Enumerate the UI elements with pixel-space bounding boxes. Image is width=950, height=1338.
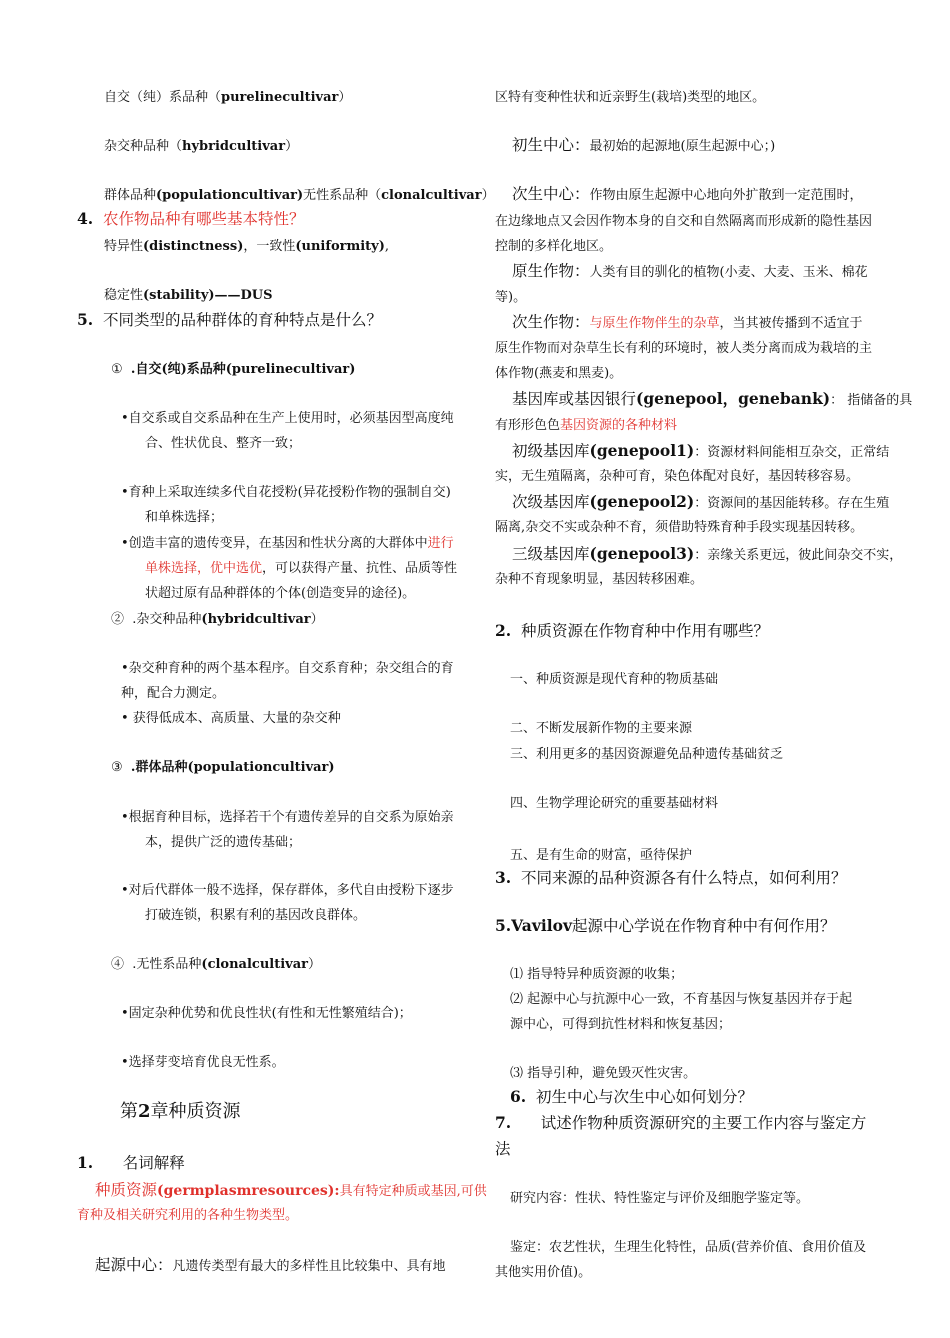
chapter-2-title: 第2章种质资源	[120, 1101, 241, 1122]
question-6: 6. 初生中心与次生中心如何划分？	[510, 1087, 754, 1106]
section-2-heading: ② .杂交种品种(hybridcultivar）	[111, 612, 324, 627]
section-1-bullet-1a: •自交系或自交系品种在生产上使用时，必须基因型高度纯	[121, 411, 454, 426]
section-1-bullet-3c: 状超过原有品种群体的个体(创造变异的途径)。	[145, 586, 416, 601]
genepool-definition-1: 基因库或基因银行(genepool，genebank)： 指储备的具	[512, 389, 913, 408]
answer-2-item-5: 五、是有生命的财富，亟待保护	[510, 848, 693, 863]
section-1-bullet-3a: •创造丰富的遗传变异，在基因和性状分离的大群体中进行	[121, 536, 454, 551]
section-3-bullet-2b: 打破连锁，积累有利的基因改良群体。	[145, 908, 367, 923]
origin-center-continued: 区特有变种性状和近亲野生(栽培)类型的地区。	[495, 90, 766, 105]
section-1-bullet-2a: •育种上采取连续多代自花授粉(异花授粉作物的强制自交)	[121, 485, 451, 500]
section-4-bullet-2: •选择芽变培育优良无性系。	[121, 1055, 285, 1070]
section-2-bullet-1b: 种，配合力测定。	[121, 686, 226, 701]
answer-vavilov-2b: 源中心，可得到抗性材料和恢复基因；	[510, 1017, 732, 1032]
section-3-bullet-1b: 本，提供广泛的遗传基础；	[145, 835, 302, 850]
item-population-clonal: 群体品种(populationcultivar)无性系品种（clonalcultivar）	[104, 188, 495, 203]
section-1-bullet-1b: 合、性状优良、整齐一致；	[145, 436, 302, 451]
question-3: 3. 不同来源的品种资源各有什么特点，如何利用？	[495, 868, 847, 887]
secondary-crop-1: 次生作物：与原生作物伴生的杂草，当其被传播到不适宜于	[512, 313, 863, 331]
primary-center: 初生中心：最初始的起源地(原生起源中心；)	[512, 136, 776, 154]
question-7-cont: 法	[495, 1140, 511, 1158]
answer-2-item-2: 二、不断发展新作物的主要来源	[510, 721, 693, 736]
answer-vavilov-2a: ⑵ 起源中心与抗源中心一致，不育基因与恢复基因并存于起	[510, 992, 853, 1007]
term-explanation-heading: 1. 名词解释	[77, 1153, 185, 1172]
answer-4-line1: 特异性(distinctness)，一致性(uniformity),	[104, 239, 390, 254]
answer-vavilov-1: ⑴ 指导特异种质资源的收集；	[510, 967, 684, 982]
genepool-1-b: 实，无生殖隔离，杂种可育，染色体配对良好，基因转移容易。	[495, 469, 860, 484]
germplasm-definition-1: 种质资源(germplasmresources):具有特定种质或基因,可供	[95, 1181, 487, 1199]
section-4-heading: ④ .无性系品种(clonalcultivar）	[111, 957, 322, 972]
answer-4-line2: 稳定性(stability)——DUS	[104, 288, 273, 303]
origin-center-definition: 起源中心：凡遗传类型有最大的多样性且比较集中、具有地	[95, 1256, 446, 1274]
answer-2-item-3: 三、利用更多的基因资源避免品种遗传基础贫乏	[510, 747, 784, 762]
answer-7-identification-2: 其他实用价值)。	[495, 1265, 592, 1280]
genepool-3-a: 三级基因库(genepool3)：亲缘关系更远，彼此间杂交不实，	[512, 544, 903, 563]
germplasm-definition-2: 育种及相关研究利用的各种生物类型。	[77, 1208, 299, 1223]
section-3-bullet-1a: •根据育种目标，选择若干个有遗传差异的自交系为原始亲	[121, 810, 454, 825]
section-3-bullet-2a: •对后代群体一般不选择，保存群体，多代自由授粉下逐步	[121, 883, 454, 898]
secondary-center-1: 次生中心：作物由原生起源中心地向外扩散到一定范围时，	[512, 185, 863, 203]
section-2-bullet-1a: •杂交种育种的两个基本程序。自交系育种；杂交组合的育	[121, 661, 454, 676]
secondary-center-2: 在边缘地点又会因作物本身的自交和自然隔离而形成新的隐性基因	[495, 214, 873, 229]
item-pureline: 自交（纯）系品种（purelinecultivar）	[104, 90, 352, 105]
answer-7-identification-1: 鉴定：农艺性状，生理生化特性，品质(营养价值、食用价值及	[510, 1240, 867, 1255]
genepool-2-a: 次级基因库(genepool2)：资源间的基因能转移。存在生殖	[512, 492, 890, 511]
answer-vavilov-3: ⑶ 指导引种，避免毁灭性灾害。	[510, 1066, 697, 1081]
question-7: 7. 试述作物种质资源研究的主要工作内容与鉴定方	[495, 1113, 867, 1132]
item-hybrid: 杂交种品种（hybridcultivar）	[104, 139, 299, 154]
answer-7-research: 研究内容：性状、特性鉴定与评价及细胞学鉴定等。	[510, 1191, 810, 1206]
genepool-2-b: 隔离,杂交不实或杂种不育，须借助特殊育种手段实现基因转移。	[495, 520, 864, 535]
primary-crop-1: 原生作物：人类有目的驯化的植物(小麦、大麦、玉米、棉花	[512, 262, 868, 280]
secondary-center-3: 控制的多样化地区。	[495, 239, 613, 254]
section-1-bullet-2b: 和单株选择；	[145, 510, 224, 525]
question-2: 2. 种质资源在作物育种中作用有哪些？	[495, 621, 770, 640]
genepool-3-b: 杂种不育现象明显，基因转移困难。	[495, 572, 704, 587]
question-vavilov: 5.Vavilov起源中心学说在作物育种中有何作用？	[495, 916, 836, 935]
secondary-crop-2: 原生作物而对杂草生长有利的环境时，被人类分离而成为栽培的主	[495, 341, 873, 356]
section-4-bullet-1: •固定杂种优势和优良性状(有性和无性繁殖结合)；	[121, 1006, 412, 1021]
primary-crop-2: 等)。	[495, 290, 527, 305]
section-1-bullet-3b: 单株选择，优中选优，可以获得产量、抗性、品质等性	[145, 561, 458, 576]
secondary-crop-3: 体作物(燕麦和黑麦)。	[495, 366, 623, 381]
question-4: 4. 农作物品种有哪些基本特性？	[77, 209, 305, 228]
genepool-definition-2: 有形形色色基因资源的各种材料	[495, 418, 678, 433]
section-3-heading: ③ .群体品种(populationcultivar)	[111, 760, 335, 775]
genepool-1-a: 初级基因库(genepool1)：资源材料间能相互杂交，正常结	[512, 441, 890, 460]
section-1-heading: ① .自交(纯)系品种(purelinecultivar)	[111, 362, 356, 377]
section-2-bullet-2: • 获得低成本、高质量、大量的杂交种	[121, 711, 341, 726]
answer-2-item-1: 一、种质资源是现代育种的物质基础	[510, 672, 719, 687]
question-5: 5. 不同类型的品种群体的育种特点是什么？	[77, 310, 383, 329]
answer-2-item-4: 四、生物学理论研究的重要基础材料	[510, 796, 719, 811]
